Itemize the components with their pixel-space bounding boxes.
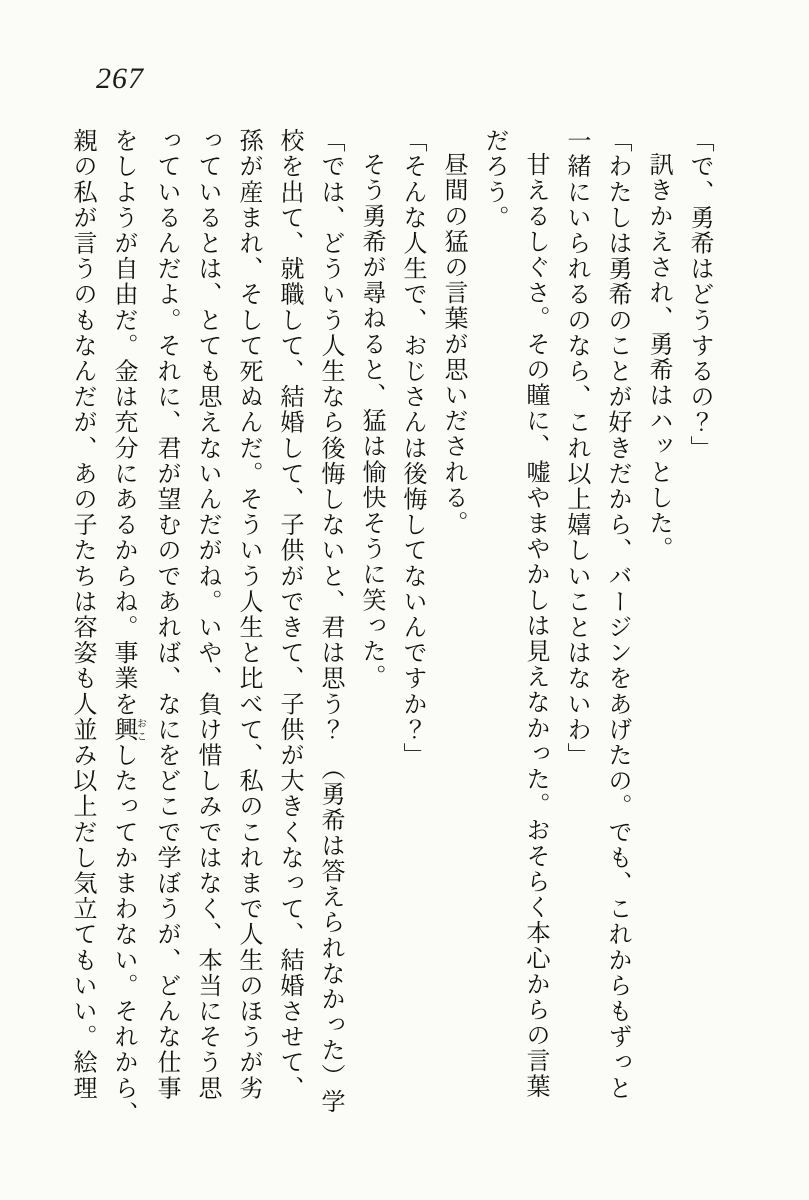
text-line: 「そんな人生で、おじさんは後悔してないんですか？」 bbox=[399, 128, 425, 768]
text-line: 一緒にいられるのなら、これ以上嬉しいことはないわ」 bbox=[563, 128, 589, 768]
text-line: だろう。 bbox=[481, 128, 507, 231]
text-line: 親の私が言うのもなんだが、あの子たちは容姿も人並み以上だし気立てもいい。絵理 bbox=[69, 128, 95, 1101]
text-line: っているとは、とても思えないんだがね。いや、負け惜しみではなく、本当にそう思 bbox=[194, 128, 220, 1101]
ruby-annotated-text: 興おこ bbox=[110, 716, 146, 743]
text-line: 訊きかえされ、勇希はハッとした。 bbox=[645, 152, 671, 562]
text-line: 昼間の猛の言葉が思いだされる。 bbox=[440, 152, 466, 536]
text-line: 孫が産まれ、そして死ぬんだ。そういう人生と比べて、私のこれまで人生のほうが劣 bbox=[235, 128, 261, 1101]
text-line: 「わたしは勇希のことが好きだから、バージンをあげたの。でも、これからもずっと bbox=[604, 128, 630, 1101]
text-line: 甘えるしぐさ。その瞳に、嘘やまやかしは見えなかった。おそらく本心からの言葉 bbox=[522, 152, 548, 1100]
text-line: っているんだよ。それに、君が望むのであれば、なにをどこで学ぼうが、どんな仕事 bbox=[153, 128, 179, 1101]
text-body bbox=[61, 128, 719, 1132]
text-line: そう勇希が尋ねると、猛は愉快そうに笑った。 bbox=[358, 152, 384, 690]
text-line: 校を出て、就職して、結婚して、子供ができて、子供が大きくなって、結婚させて、 bbox=[276, 128, 302, 1101]
text-line: をしようが自由だ。金は充分にあるからね。事業を興おこしたってかまわない。それから、 bbox=[110, 128, 146, 1127]
text-line: 「では、どういう人生なら後悔しないと、君は思う？ （勇希は答えられなかった）学 bbox=[317, 128, 343, 1115]
text-line: 「で、勇希はどうするの？」 bbox=[686, 128, 712, 461]
page-number: 267 bbox=[96, 62, 144, 95]
